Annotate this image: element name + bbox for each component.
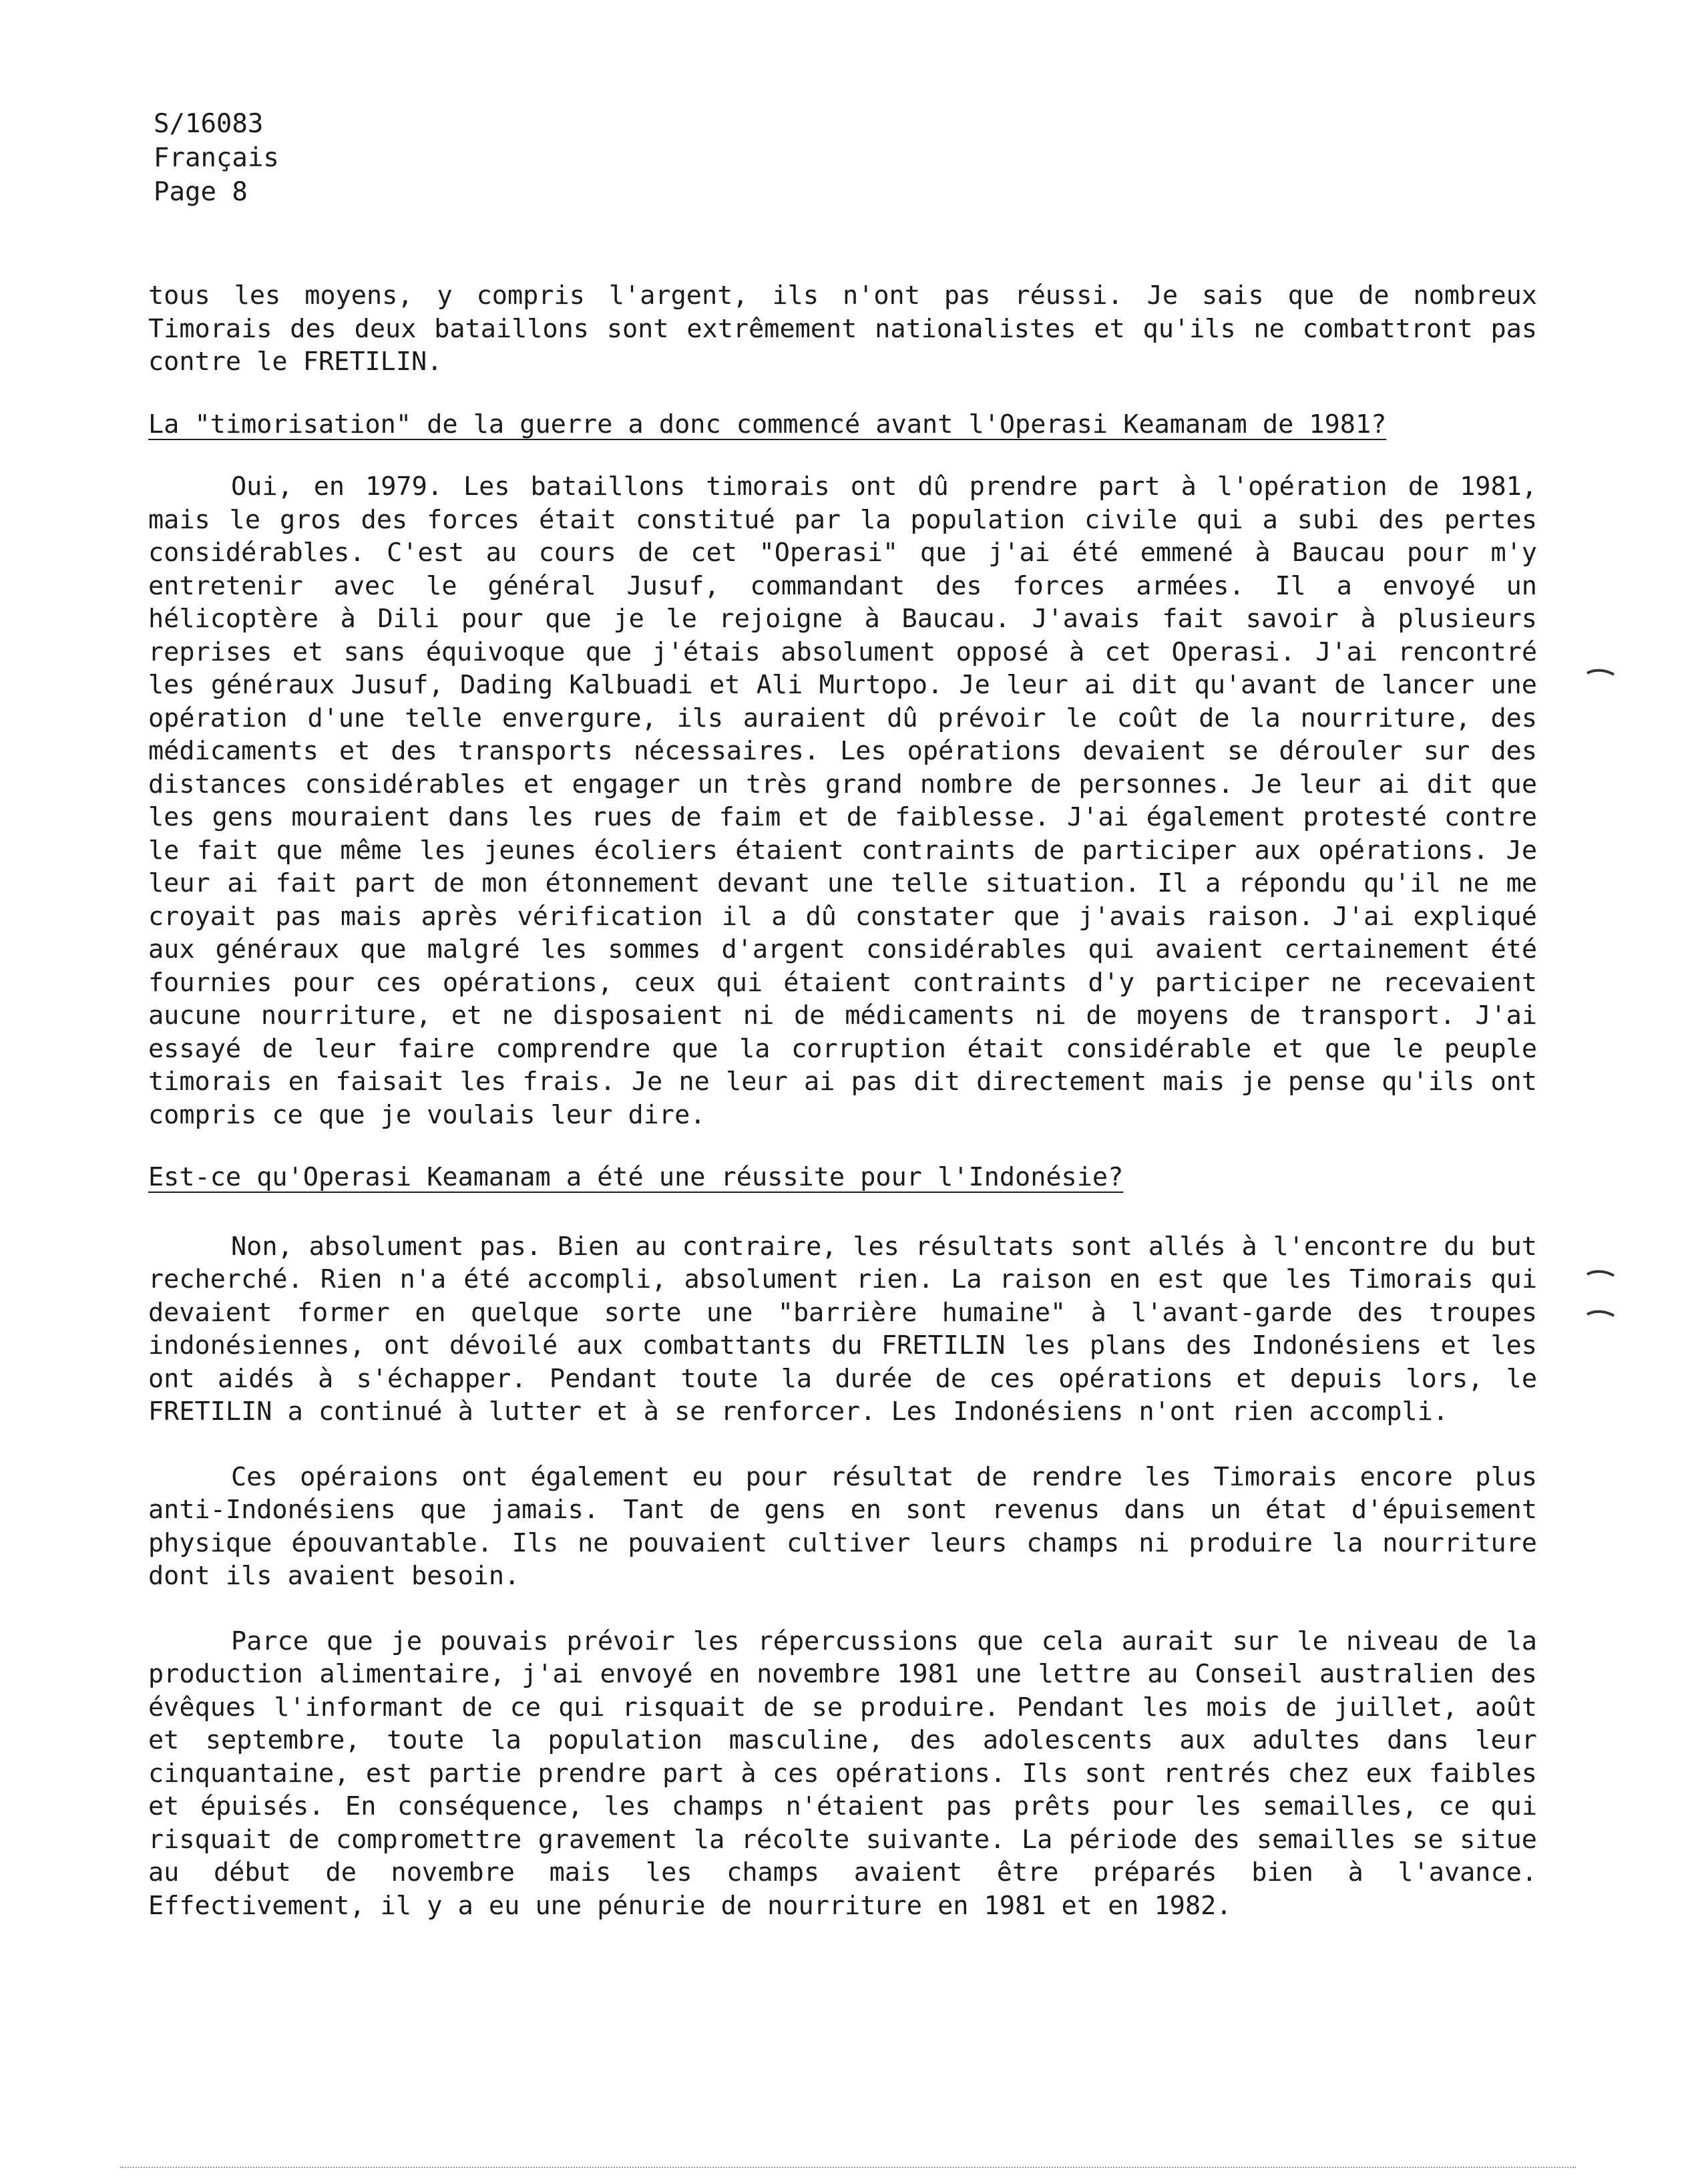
margin-scan-mark [1586, 668, 1615, 676]
interview-answer: Parce que je pouvais prévoir les répercussions que cela aurait sur le niveau de la production alimentaire, j'ai envoyé en novembre 1981 une lettre au Conseil australien des évêques l'informant de ce qui risquait de se produire. Pendant les mois de juillet, août et septembre, toute la population masculine, des adolescents aux adultes dans leur cinquantaine, est partie prendre part à ces opérations. Ils sont rentrés chez eux faibles et épuisés. En conséquence, les champs n'étaient pas prêts pour les semailles, ce qui risquait de compromettre gravement la récolte suivante. La période des semailles se situe au début de novembre mais les champs avaient être préparés bien à l'avance. Effectivement, il y a eu une pénurie de nourriture en 1981 et en 1982. [148, 1626, 1537, 1921]
paragraph-continuation: tous les moyens, y compris l'argent, ils n'ont pas réussi. Je sais que de nombreux Timorais des deux bataillons sont extrêmement nationalistes et qu'ils ne combattront pas contre le FRETILIN. [148, 281, 1537, 377]
document-body [148, 279, 1537, 1922]
margin-scan-mark [1586, 1309, 1615, 1317]
document-header [154, 107, 279, 209]
document-language: Français [154, 143, 279, 173]
interview-question: La "timorisation" de la guerre a donc commencé avant l'Operasi Keamanam de 1981? [148, 409, 1387, 439]
interview-answer: Ces opéraions ont également eu pour résultat de rendre les Timorais encore plus anti-Indonésiens que jamais. Tant de gens en sont revenus dans un état d'épuisement physique épouvantable. Ils ne pouvaient cultiver leurs champs ni produire la nourriture dont ils avaient besoin. [148, 1461, 1537, 1591]
interview-question: Est-ce qu'Operasi Keamanam a été une réussite pour l'Indonésie? [148, 1162, 1124, 1192]
interview-answer: Oui, en 1979. Les bataillons timorais ont dû prendre part à l'opération de 1981, mais le gros des forces était constitué par la population civile qui a subi des pertes considérables. C'est au cours de cet "Operasi" que j'ai été emmené à Baucau pour m'y entretenir avec le général Jusuf, commandant des forces armées. Il a envoyé un hélicoptère à Dili pour que je le rejoigne à Baucau. J'avais fait savoir à plusieurs reprises et sans équivoque que j'étais absolument opposé à cet Operasi. J'ai rencontré les généraux Jusuf, Dading Kalbuadi et Ali Murtopo. Je leur ai dit qu'avant de lancer une opération d'une telle envergure, ils auraient dû prévoir le coût de la nourriture, des médicaments et des transports nécessaires. Les opérations devaient se dérouler sur des distances considérables et engager un très grand nombre de personnes. Je leur ai dit que les gens mouraient dans les rues de faim et de faiblesse. J'ai également protesté contre le fait que même les jeunes écoliers étaient contraints de participer aux opérations. Je leur ai fait part de mon étonnement devant une telle situation. Il a répondu qu'il ne me croyait pas mais après vérification il a dû constater que j'avais raison. J'ai expliqué aux généraux que malgré les sommes d'argent considérables qui avaient certainement été fournies pour ces opérations, ceux qui étaient contraints d'y participer ne recevaient aucune nourriture, et ne disposaient ni de médicaments ni de moyens de transport. J'ai essayé de leur faire comprendre que la corruption était considérable et que le peuple timorais en faisait les frais. Je ne leur ai pas dit directement mais je pense qu'ils ont compris ce que je voulais leur dire. [148, 472, 1537, 1130]
page-number: Page 8 [154, 177, 248, 207]
footer-dotted-rule [120, 2167, 1576, 2168]
margin-scan-mark [1586, 1269, 1615, 1277]
interview-answer: Non, absolument pas. Bien au contraire, les résultats sont allés à l'encontre du but recherché. Rien n'a été accompli, absolument rien. La raison en est que les Timorais qui devaient former en quelque sorte une "barrière humaine" à l'avant-garde des troupes indonésiennes, ont dévoilé aux combattants du FRETILIN les plans des Indonésiens et les ont aidés à s'échapper. Pendant toute la durée de ces opérations et depuis lors, le FRETILIN a continué à lutter et à se renforcer. Les Indonésiens n'ont rien accompli. [148, 1231, 1537, 1427]
document-symbol: S/16083 [154, 109, 264, 139]
